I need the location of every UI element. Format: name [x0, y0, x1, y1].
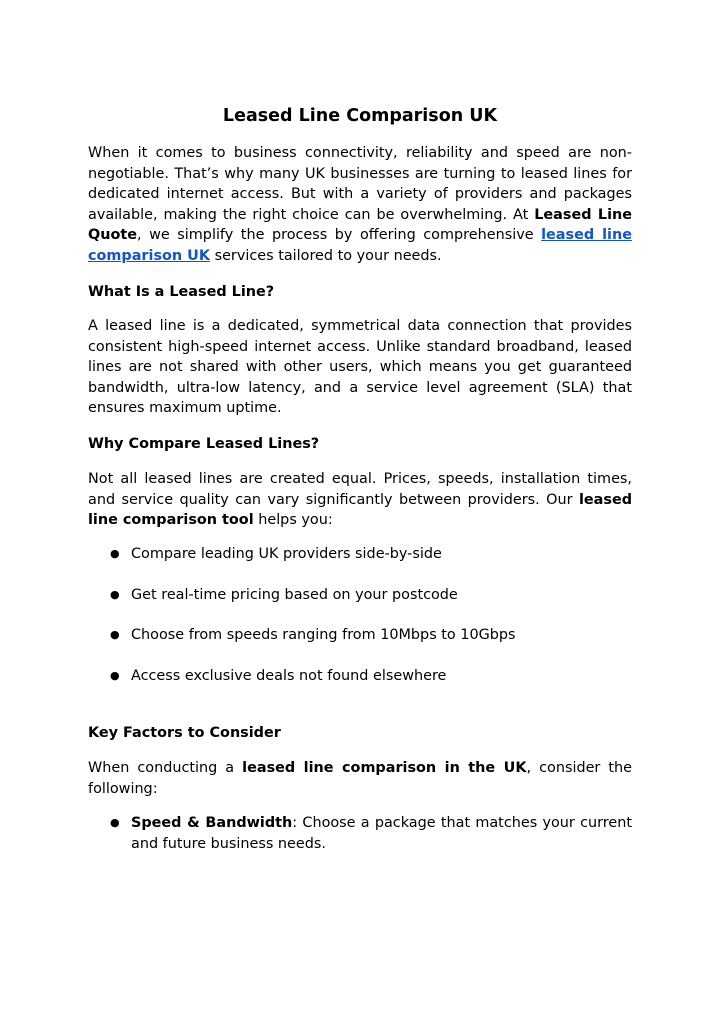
- brand-name: Leased Line Quote: [88, 206, 633, 243]
- key-factors-bold: leased line comparison in the UK: [242, 760, 527, 776]
- factor-label: Speed & Bandwidth: [131, 815, 293, 831]
- list-item: [88, 813, 632, 854]
- comparison-tool-name: leased line comparison tool: [88, 491, 632, 528]
- list-item: [88, 544, 632, 565]
- list-item-text: Compare leading UK providers side-by-side: [131, 546, 442, 562]
- list-item: [88, 625, 632, 646]
- intro-paragraph: [88, 143, 632, 266]
- why-compare-paragraph: [88, 469, 632, 531]
- intro-text-end: services tailored to your needs.: [210, 247, 442, 264]
- section-heading-what-is: [88, 282, 632, 303]
- list-item-text: Choose from speeds ranging from 10Mbps to 10Gbps: [131, 627, 516, 643]
- section-heading-why-compare: [88, 434, 632, 455]
- comparison-link[interactable]: leased line comparison UK: [88, 227, 632, 264]
- bullet-icon: ●: [110, 816, 120, 829]
- list-item-text: [131, 813, 632, 854]
- what-is-body: A leased line is a dedicated, symmetrical data connection that provides consistent high-speed internet access. Unlike standard broadband, leased lines are not shared with other users, which means you get guaranteed bandwidth, ultra-low latency, and a service level agreement (SLA) that ensures maximum uptime.: [88, 318, 632, 416]
- page-title: Leased Line Comparison UK: [222, 106, 498, 126]
- list-item: [88, 666, 632, 687]
- list-item-text: Access exclusive deals not found elsewhere: [131, 668, 447, 684]
- why-compare-text-end: helps you:: [253, 512, 333, 528]
- key-factors-text: When conducting a: [88, 760, 243, 776]
- intro-text: When it comes to business connectivity, reliability and speed are non-negotiable. That’s why many UK businesses are turning to leased lines for dedicated internet access. But with a variety of providers and packages available, making the right choice can be overwhelming. At: [88, 145, 632, 223]
- list-item-text: Get real-time pricing based on your postcode: [131, 587, 458, 603]
- bullet-icon: ●: [110, 669, 120, 682]
- intro-text-middle: , we simplify the process by offering comprehensive: [137, 227, 542, 243]
- factor-text: : Choose a package that matches your current and future business needs.: [131, 815, 632, 852]
- bullet-icon: ●: [110, 547, 120, 560]
- key-factors-paragraph: [88, 758, 632, 799]
- why-compare-text: Not all leased lines are created equal. Prices, speeds, installation times, and service quality can vary significantly between providers. Our: [88, 471, 632, 508]
- heading-what-is-leased-line: What Is a Leased Line?: [88, 284, 275, 300]
- what-is-paragraph: [88, 316, 632, 419]
- section-heading-key-factors: [88, 723, 632, 744]
- list-item: [88, 585, 632, 606]
- heading-key-factors: Key Factors to Consider: [88, 725, 281, 741]
- bullet-icon: ●: [110, 588, 120, 601]
- key-factors-text-end: , consider the following:: [88, 760, 633, 797]
- heading-why-compare: Why Compare Leased Lines?: [88, 436, 320, 452]
- bullet-icon: ●: [110, 628, 120, 641]
